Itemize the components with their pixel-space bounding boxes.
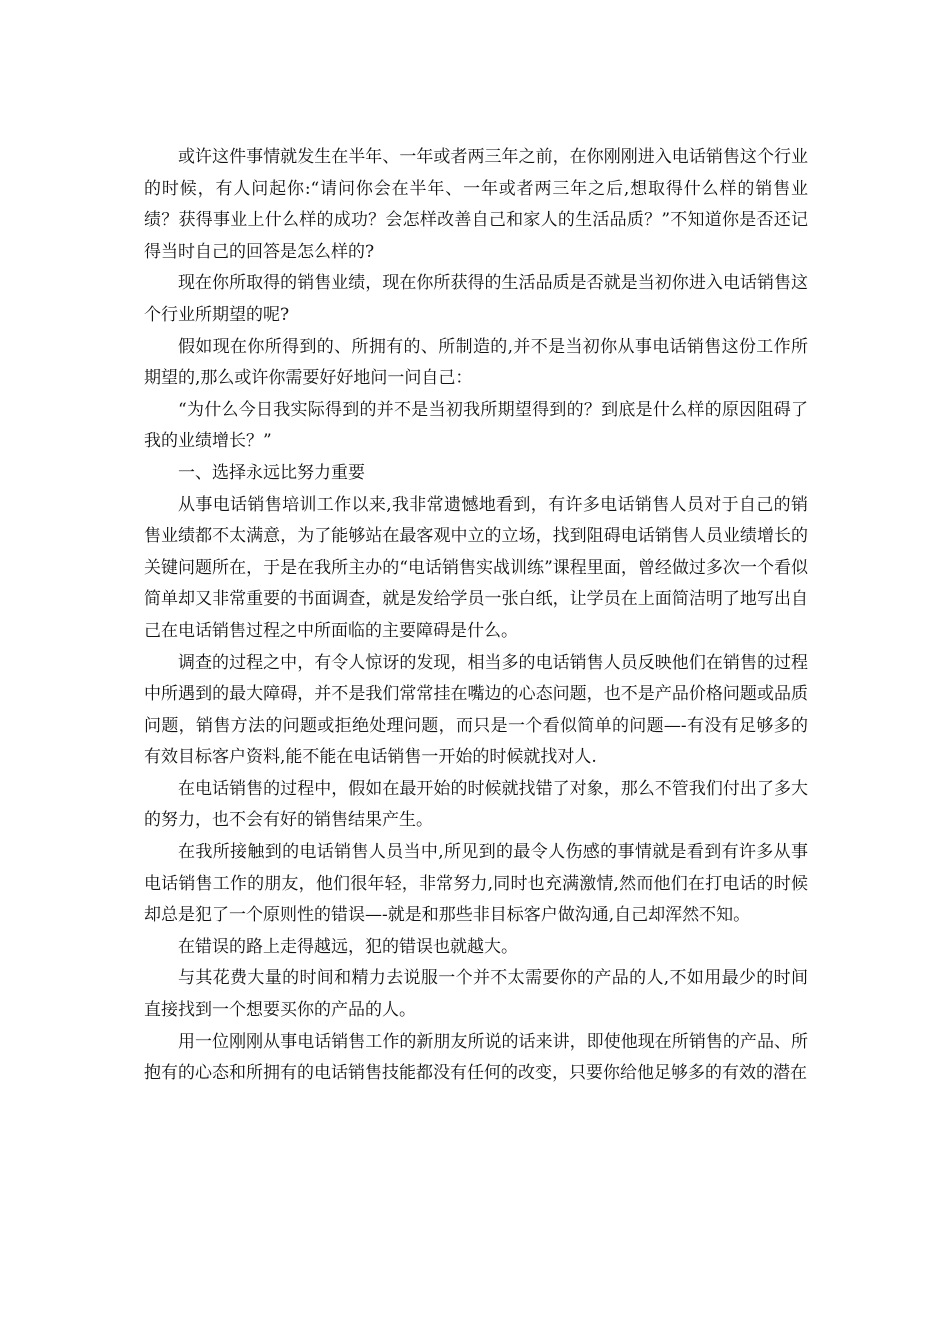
paragraph-wrong-road: 在错误的路上走得越远，犯的错误也就越大。: [178, 936, 518, 957]
document-body: [144, 142, 808, 1090]
paragraph-survey: 从事电话销售培训工作以来,我非常遗憾地看到，有许多电话销售人员对于自己的销售业绩都不太满意，为了能够站在最客观中立的立场，找到阻碍电话销售人员业绩增长的关键问题所在，于是在我所主办的“电话销售实战训练”课程里面，曾经做过多次一个看似简单却又非常重要的书面调查，就是发给学员一张白纸，让学员在上面简洁明了地写出自己在电话销售过程之中所面临的主要障碍是什么。: [144, 494, 808, 641]
paragraph-wrong-target: 在电话销售的过程中，假如在最开始的时候就找错了对象，那么不管我们付出了多大的努力，也不会有好的销售结果产生。: [144, 778, 808, 831]
paragraph-quote: “为什么今日我实际得到的并不是当初我所期望得到的？到底是什么样的原因阻碍了我的业绩增长？”: [144, 399, 808, 452]
paragraph-intro-question: 或许这件事情就发生在半年、一年或者两三年之前，在你刚刚进入电话销售这个行业的时候，有人问起你:“请问你会在半年、一年或者两三年之后,想取得什么样的销售业绩？获得事业上什么样的成功？会怎样改善自己和家人的生活品质？”不知道你是否还记得当时自己的回答是怎么样的?: [144, 147, 808, 262]
paragraph-young-salespeople: 在我所接触到的电话销售人员当中,所见到的最令人伤感的事情就是看到有许多从事电话销售工作的朋友，他们很年轻，非常努力,同时也充满激情,然而他们在打电话的时候却总是犯了一个原则性的错误—-就是和那些非目标客户做沟通,自己却浑然不知。: [144, 842, 808, 926]
paragraph-ask-yourself: 假如现在你所得到的、所拥有的、所制造的,并不是当初你从事电话销售这份工作所期望的,那么或许你需要好好地问一问自己：: [144, 336, 808, 389]
paragraph-find-buyer: 与其花费大量的时间和精力去说服一个并不太需要你的产品的人,不如用最少的时间直接找到一个想要买你的产品的人。: [144, 968, 808, 1021]
paragraph-current-results: 现在你所取得的销售业绩，现在你所获得的生活品质是否就是当初你进入电话销售这个行业所期望的呢?: [144, 273, 808, 325]
section-heading: 一、选择永远比努力重要: [178, 462, 365, 483]
paragraph-new-friend: 用一位刚刚从事电话销售工作的新朋友所说的话来讲，即使他现在所销售的产品、所抱有的心态和所拥有的电话销售技能都没有任何的改变，只要你给他足够多的有效的潜在: [144, 1031, 808, 1084]
paragraph-survey-findings: 调查的过程之中，有令人惊讶的发现，相当多的电话销售人员反映他们在销售的过程中所遇到的最大障碍，并不是我们常常挂在嘴边的心态问题，也不是产品价格问题或品质问题，销售方法的问题或拒绝处理问题，而只是一个看似简单的问题—-有没有足够多的有效目标客户资料,能不能在电话销售一开始的时候就找对人.: [144, 652, 808, 768]
